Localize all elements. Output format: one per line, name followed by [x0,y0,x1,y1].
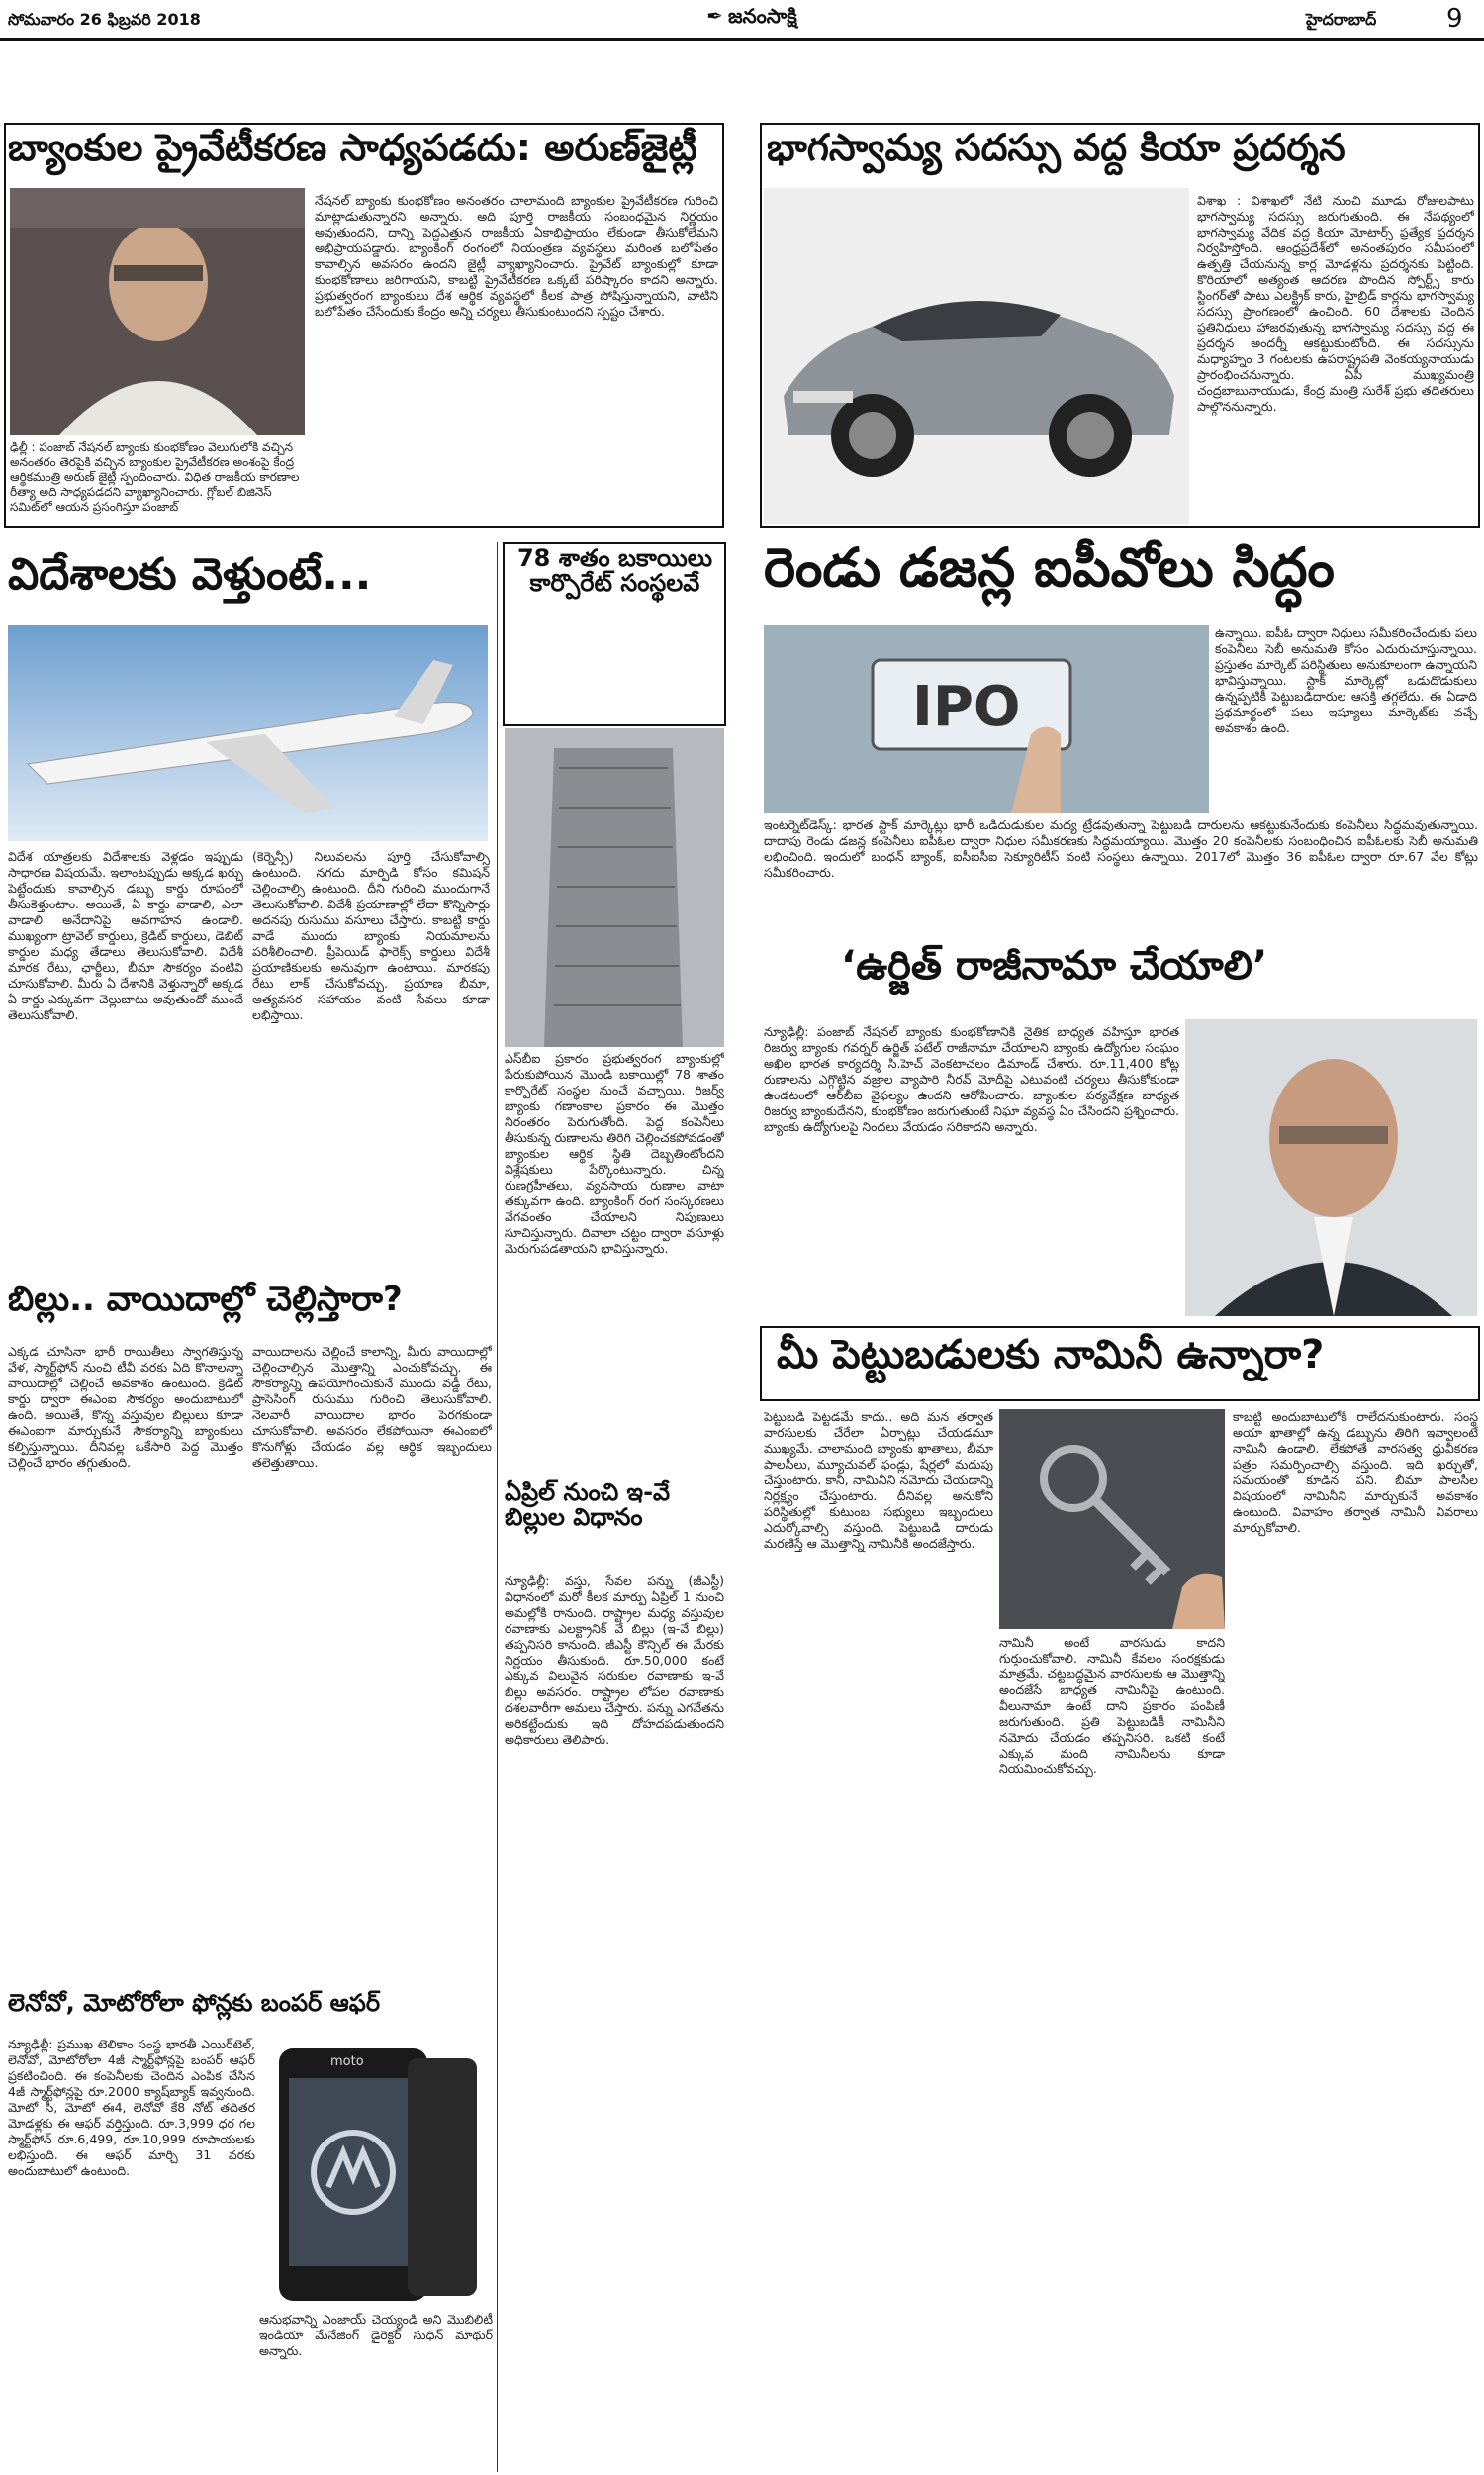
paper-logo [643,4,861,38]
paper-name: జనంసాక్షి [727,4,797,28]
abroad-col2: (కెర్నెన్సీ) నిలువలను పూర్తి చేసుకోవాల్సి ఉంటుంది. నగదు మార్పిడి కోసం కమిషన్ చెల్లించాల్సి ఉంటుంది. దీని గురించి ముందుగానే తెలుసుకోవాలి. విదేశీ ప్రయాణాల్లో లేదా కొన్నిసార్లు అదనపు రుసుము వసూలు చేస్తారు. కాబట్టి కార్డు వాడే ముందు బ్యాంకు నియమాలను పరిశీలించాలి. ప్రీపెయిడ్ ఫారెక్స్ కార్డులు విదేశీ ప్రయాణికులకు అనువుగా ఉంటాయి. మారకపు రేటు లాక్ చేసుకోవచ్చు. ప్రయాణ బీమా, అత్యవసర సహాయం వంటి సేవలు కూడా లభిస్తాయి. [252,849,490,1022]
urjit-headline: ‘ఉర్జిత్ రాజీనామా చేయాలి’ [841,943,1268,989]
banks-caption: ఢిల్లీ : పంజాబ్ నేషనల్ బ్యాంకు కుంభకోణం వెలుగులోకి వచ్చిన అనంతరం తెరపైకి వచ్చిన బ్యాంకుల ప్రైవేటీకరణ అంశంపై కేంద్ర ఆర్థికమంత్రి అరుణ్ జైట్లీ స్పందించారు. విధిత రాజకీయ కారణాల రీత్యా అది సాధ్యపడదని వ్యాఖ్యానించారు. గ్లోబల్ బిజినెస్ సమిట్‌లో ఆయన ప్రసంగిస్తూ పంజాబ్ [10,440,300,514]
key-photo [999,1409,1225,1629]
issue-date: సోమవారం 26 ఫిబ్రవరి 2018 [8,10,201,29]
urjit-illustration [1185,1019,1477,1316]
car-illustration [764,188,1189,524]
airplane-photo [8,625,488,841]
lenovo-quote: ఆనుభవాన్ని ఎంజాయ్ చెయ్యండి అని మొబిలిటీ ఇండియా మేనేజింగ్ డైరెక్టర్ సుధిన్ మాథుర్ అన్నారు. [259,2312,493,2358]
april-body: న్యూఢిల్లీ: వస్తు, సేవల పన్ను (జీఎస్టీ) విధానంలో మరో కీలక మార్పు ఏప్రిల్ 1 నుంచి అమల్లోకి రానుంది. రాష్ట్రాల మధ్య వస్తువుల రవాణాకు ఎలక్ట్రానిక్ వే బిల్లు (ఇ-వే బిల్లు) తప్పనిసరి కానుంది. జీఎస్టీ కౌన్సిల్ ఈ మేరకు నిర్ణయం తీసుకుంది. రూ.50,000 కంటే ఎక్కువ విలువైన సరుకుల రవాణాకు ఇ-వే బిల్లు అవసరం. రాష్ట్రాల లోపల రవాణాకు దశలవారీగా అమలు చేస్తారు. పన్ను ఎగవేతను అరికట్టేందుకు ఇది దోహదపడుతుందని అధికారులు తెలిపారు. [505,1573,724,1747]
urjit-body: న్యూఢిల్లీ: పంజాబ్ నేషనల్ బ్యాంకు కుంభకోణానికి నైతిక బాధ్యత వహిస్తూ భారత రిజర్వు బ్యాంకు గవర్నర్ ఉర్జిత్ పటేల్ రాజీనామా చేయాలని బ్యాంకు ఉద్యోగుల సంఘం అఖిల భారత కార్యదర్శి సి.హెచ్ వెంకటాచలం డిమాండ్ చేశారు. రూ.11,400 కోట్ల రుణాలను ఎగ్గొట్టిన వజ్రాల వ్యాపారి నీరవ్ మోదీపై ఎటువంటి చర్యలు తీసుకోకుండా ఉండటంలో ఆర్‌బీఐ వైఫల్యం ఉందని ఆరోపించారు. బ్యాంకుల పర్యవేక్షణ బాధ్యత రిజర్వు బ్యాంకుదేనని, కుంభకోణం జరుగుతుంటే నిఘా వ్యవస్థ ఏం చేసిందని ప్రశ్నించారు. బ్యాంకు ఉద్యోగులపై నిందలు వేయడం సరికాదని అన్నారు. [764,1024,1179,1134]
abroad-headline: విదేశాలకు వెళ్తుంటే... [8,549,372,600]
moto-phone-photo [259,2039,493,2306]
masthead-rule [0,38,1484,41]
kia-headline: భాగస్వామ్య సదస్సు వద్ద కియా ప్రదర్శన [767,126,1345,169]
pen-icon: ✒ [706,4,723,28]
abroad-col1: విదేశ యాత్రలకు విదేశాలకు వెళ్లడం ఇప్పుడు సాధారణ విషయమే. ఇలాంటప్పుడు అక్కడ ఖర్చు పెట్టేందుకు కావాల్సిన డబ్బు కార్డు రూపంలో తీసుకెళ్తుంటాం. అయితే, ఏ కార్డు వాడాలి, ఎలా వాడాలి అనేదానిపై అవగాహన ఉండాలి. ముఖ్యంగా ట్రావెల్ కార్డులు, క్రెడిట్ కార్డులు, డెబిట్ కార్డుల మధ్య తేడాలు తెలుసుకోవాలి. విదేశీ మారక రేటు, ఛార్జీలు, బీమా సౌకర్యం వంటివి చూసుకోవాలి. మీరు ఏ దేశానికి వెళ్తున్నారో అక్కడ ఏ కార్డు ఎక్కువగా చెల్లుబాటు అవుతుందో ముందే తెలుసుకోవాలి. [8,849,243,1022]
urjit-photo [1185,1019,1477,1316]
jaitley-photo-illustration [10,188,305,435]
column-divider [497,542,498,2472]
banks-body: నేషనల్ బ్యాంకు కుంభకోణం అనంతరం చాలామంది బ్యాంకుల ప్రైవేటీకరణ గురించి మాట్లాడుతున్నారని అన్నారు. అది పూర్తి రాజకీయ సంబంధమైన నిర్ణయం అవుతుందని, దాన్ని పెద్దఎత్తున రాజకీయ ఏకాభిప్రాయం లేకుండా తీసుకోలేమని అభిప్రాయపడ్డారు. బ్యాంకింగ్ రంగంలో నియంత్రణ వ్యవస్థలు మరింత బలోపేతం కావాల్సిన అవసరం ఉందని జైట్లీ వ్యాఖ్యానించారు. ప్రైవేట్ బ్యాంకుల్లో కూడా కుంభకోణాలు జరిగాయని, కాబట్టి ప్రైవేటీకరణ ఒక్కటే పరిష్కారం కాదని అన్నారు. ప్రభుత్వరంగ బ్యాంకులు దేశ ఆర్థిక వ్యవస్థలో కీలక పాత్ర పోషిస్తున్నాయని, వాటిని బలోపేతం చేసేందుకు కేంద్రం అన్ని చర్యలు తీసుకుంటుందని స్పష్టం చేశారు. [315,193,718,319]
nominee-headline: మీ పెట్టుబడులకు నామినీ ఉన్నారా? [777,1332,1325,1378]
nominee-col1: పెట్టుబడి పెట్టడమే కాదు.. అది మన తర్వాత వారసులకు చేరేలా ఏర్పాట్లు చేయడమూ ముఖ్యమే. చాలామంది బ్యాంకు ఖాతాలు, బీమా పాలసీలు, మ్యూచువల్ ఫండ్లు, షేర్లలో మదుపు చేస్తుంటారు. కానీ, నామినీని నమోదు చేయడాన్ని నిర్లక్ష్యం చేస్తుంటారు. దీనివల్ల అనుకోని పరిస్థితుల్లో కుటుంబ సభ్యులు ఇబ్బందులు ఎదుర్కోవాల్సి వస్తుంది. పెట్టుబడి దారుడు మరణిస్తే ఆ మొత్తాన్ని నామినీకి అందజేస్తారు. [764,1409,993,1551]
bills-headline: బిల్లు.. వాయిదాల్లో చెల్లిస్తారా? [8,1280,403,1319]
kia-body: విశాఖ : విశాఖలో నేటి నుంచి మూడు రోజులపాటు భాగస్వామ్య సదస్సు జరుగుతుంది. ఈ నేపథ్యంలో భాగస్వామ్య వేదిక వద్ద కియా మోటార్స్ ప్రత్యేక ప్రదర్శన నిర్వహిస్తోంది. ఆంధ్రప్రదేశ్‌లో అనంతపురం సమీపంలో ఉత్పత్తి చేయనున్న కార్ల మోడళ్లను ప్రదర్శనకు పెట్టింది. కొరియాలో అత్యంత ఆదరణ పొందిన స్పోర్ట్స్ కారు స్టింగర్‌తో పాటు ఎలక్ట్రిక్ కారు, హైబ్రిడ్ కార్లను భాగస్వామ్య సదస్సు ప్రాంగణంలో ఉంచింది. 60 దేశాలకు చెందిన ప్రతినిధులు హాజరవుతున్న భాగస్వామ్య సదస్సు వద్ద ఈ ప్రదర్శన అందర్నీ ఆకట్టుకుంటోంది. ఈ సదస్సును మధ్యాహ్నం 3 గంటలకు ఉపరాష్ట్రపతి వెంకయ్యనాయుడు ప్రారంభించనున్నారు. ఏపీ ముఖ్యమంత్రి చంద్రబాబునాయుడు, కేంద్ర మంత్రి సురేశ్ ప్రభు తదితరులు పాల్గొననున్నారు. [1197,193,1474,414]
masthead [0,0,1484,61]
corporate-body: ఎస్‌బీఐ ప్రకారం ప్రభుత్వరంగ బ్యాంకుల్లో పేరుకుపోయిన మొండి బకాయిల్లో 78 శాతం కార్పొరేట్ సంస్థల నుంచే వచ్చాయి. రిజర్వ్ బ్యాంకు గణాంకాల ప్రకారం ఈ మొత్తం నిరంతరం పెరుగుతోంది. పెద్ద కంపెనీలు తీసుకున్న రుణాలను తిరిగి చెల్లించకపోవడంతో బ్యాంకుల ఆర్థిక స్థితి దెబ్బతింటోందని విశ్లేషకులు పేర్కొంటున్నారు. చిన్న రుణగ్రహీతలు, వ్యవసాయ రుణాల వాటా తక్కువగా ఉంది. బ్యాంకింగ్ రంగ సంస్కరణలు వేగవంతం చేయాలని నిపుణులు సూచిస్తున్నారు. దివాలా చట్టం ద్వారా వసూళ్లు మెరుగుపడతాయని భావిస్తున్నారు. [505,1051,724,1256]
building-illustration [505,728,724,1047]
city-name: హైదరాబాద్ [1306,10,1377,29]
corporate-headline: 78 శాతం బకాయిలు కార్పొరేట్ సంస్థలవే [516,544,713,598]
phone-illustration [259,2039,493,2306]
lenovo-body: న్యూఢిల్లీ: ప్రముఖ టెలికాం సంస్థ భారతీ ఎయిర్‌టెల్, లెనోవో, మోటోరోలా 4జీ స్మార్ట్‌ఫోన్లపై బంపర్ ఆఫర్ ప్రకటించింది. ఈ కంపెనీలకు చెందిన ఎంపిక చేసిన 4జీ స్మార్ట్‌ఫోన్లపై రూ.2000 క్యాష్‌బ్యాక్ ఇవ్వనుంది. మోటో సీ, మోటో ఈ4, లెనోవో కే8 నోట్ తదితర మోడళ్లకు ఈ ఆఫర్ వర్తిస్తుంది. రూ.3,999 ధర గల స్మార్ట్‌ఫోన్ రూ.6,499, రూ.10,999 రూపాయలకు లభిస్తుంది. ఈ ఆఫర్ మార్చి 31 వరకు అందుబాటులో ఉంటుంది. [8,2037,255,2178]
ipo-image-text: IPO [912,675,1021,739]
banks-headline: బ్యాంకుల ప్రైవేటీకరణ సాధ్యపడదు: అరుణ్‌జైట్లీ [8,126,697,169]
bills-col2: వాయిదాలను చెల్లించే కాలాన్ని, మీరు వాయిదాల్లో చెల్లించాల్సిన మొత్తాన్ని ఎంచుకోవచ్చు. ఈ సౌకర్యాన్ని ఉపయోగించుకునే ముందు వడ్డీ రేటు, ప్రాసెసింగ్ రుసుము గురించి తెలుసుకోవాలి. నెలవారీ వాయిదాల భారం పెరగకుండా చూసుకోవాలి. అవసరం లేకపోయినా ఈఎంఐలో కొనుగోళ్లు చేయడం వల్ల ఆర్థిక ఇబ్బందులు తలెత్తుతాయి. [252,1344,492,1470]
kia-car-photo [764,188,1189,524]
airplane-illustration [8,625,488,841]
april-headline: ఏప్రిల్ నుంచి ఇ-వే బిల్లుల విధానం [505,1478,671,1532]
ipo-body: ఇంటర్నెట్‌డెస్క్: భారత స్టాక్ మార్కెట్లు భారీ ఒడిదుడుకుల మధ్య ట్రేడవుతున్నా పెట్టుబడి దారులను ఆకట్టుకునేందుకు కంపెనీలు సిద్ధమవుతున్నాయి. దాదాపు రెండు డజన్ల కంపెనీలు ఐపీఓల ద్వారా నిధుల సమీకరణకు సిద్ధమయ్యాయి. మొత్తం 20 కంపెనీలకు సంబంధించిన ఐపీఓలకు సెబీ అనుమతి లభించింది. ఇందులో బంధన్ బ్యాంక్, ఐసీఐసీఐ సెక్యూరిటీస్ వంటి సంస్థలు ఉన్నాయి. 2017లో మొత్తం 36 ఐపీఓల ద్వారా రూ.67 వేల కోట్లు సమీకరించారు. [764,817,1478,880]
ipo-headline: రెండు డజన్ల ఐపీవోలు సిద్ధం [764,536,1335,599]
nominee-col2: నామినీ అంటే వారసుడు కాదని గుర్తుంచుకోవాలి. నామినీ కేవలం సంరక్షకుడు మాత్రమే. చట్టబద్ధమైన వారసులకు ఆ మొత్తాన్ని అందజేసే బాధ్యత నామినీపై ఉంటుంది. వీలునామా ఉంటే దాని ప్రకారం పంపిణీ జరుగుతుంది. ప్రతి పెట్టుబడికీ నామినీని నమోదు చేయడం తప్పనిసరి. ఒకటి కంటే ఎక్కువ మంది నామినీలను కూడా నియమించుకోవచ్చు. [999,1635,1225,1776]
lenovo-headline: లెనోవో, మోటోరోలా ఫోన్లకు బంపర్ ఆఫర్ [8,1989,381,2017]
stock-exchange-photo [505,728,724,1047]
moto-brand-text: moto [330,2054,364,2069]
ipo-side-text: ఉన్నాయి. ఐపీఓ ద్వారా నిధులు సమీకరించేందుకు పలు కంపెనీలు సెబీ అనుమతి కోసం ఎదురుచూస్తున్నాయి. ప్రస్తుతం మార్కెట్ పరిస్థితులు అనుకూలంగా ఉన్నాయని భావిస్తున్నాయి. స్టాక్ మార్కెట్లో ఒడుదొడుకులు ఉన్నప్పటికీ పెట్టుబడిదారుల ఆసక్తి తగ్గలేదు. ఈ ఏడాది ప్రథమార్థంలో పలు ఇష్యూలు మార్కెట్‌కు వచ్చే అవకాశం ఉంది. [1215,625,1477,735]
key-illustration [999,1409,1225,1629]
ipo-photo [764,625,1209,813]
bills-col1: ఎక్కడ చూసినా భారీ రాయితీలు స్వాగతిస్తున్న వేళ, స్మార్ట్‌ఫోన్ నుంచి టీవీ వరకు ఏది కొనాలన్నా వాయిదాల్లో చెల్లించే అవకాశం ఉంటుంది. క్రెడిట్ కార్డు ద్వారా ఈఎంఐ సౌకర్యం అందుబాటులో ఉంది. అయితే, కొన్న వస్తువుల బిల్లులు కూడా ఈఎంఐగా మార్చుకునే సౌకర్యాన్ని బ్యాంకులు కల్పిస్తున్నాయి. దీనివల్ల ఒకేసారి పెద్ద మొత్తం చెల్లించే భారం తగ్గుతుంది. [8,1344,243,1470]
jaitley-photo [10,188,305,435]
nominee-col3: కాబట్టి అందుబాటులోకి రాలేదనుకుంటారు. సంస్థ అయా ఖాతాల్లో ఉన్న డబ్బును తిరిగి ఇవ్వాలంటే నామినీ ఉండాలి. లేకపోతే వారసత్వ ధ్రువీకరణ పత్రం సమర్పించాల్సి వస్తుంది. ఇది ఖర్చుతో, సమయంతో కూడిన పని. బీమా పాలసీల విషయంలో నామినీని మార్చుకునే అవకాశం ఉంటుంది. వివాహం తర్వాత నామినీ వివరాలు మార్చుకోవాలి. [1233,1409,1478,1535]
page-number: 9 [1446,4,1463,34]
